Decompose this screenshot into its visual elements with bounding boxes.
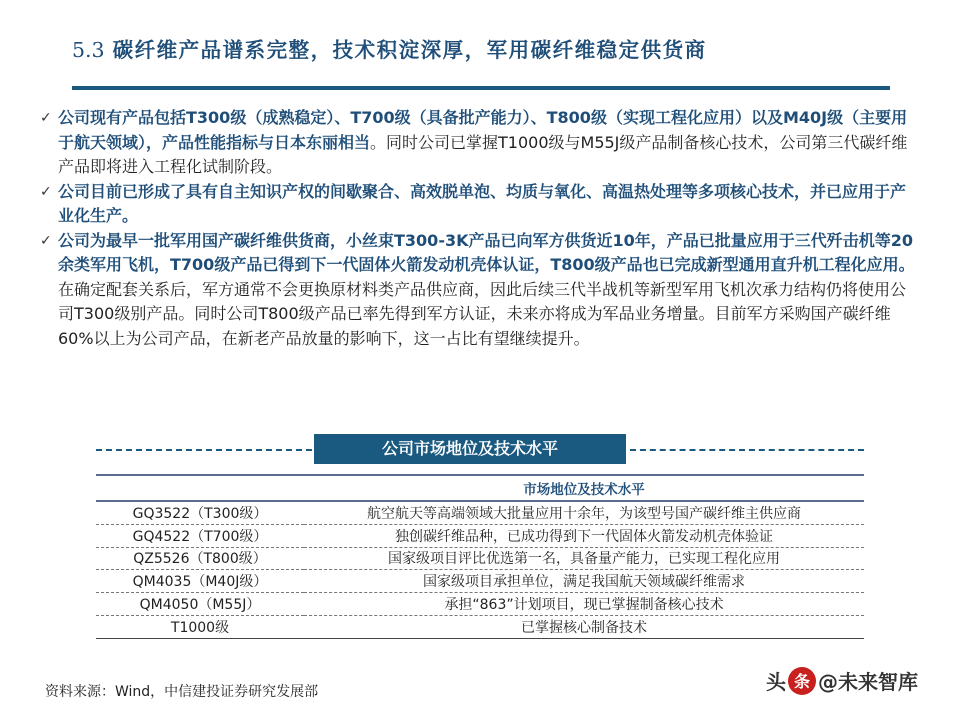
watermark-prefix: 头 (766, 670, 786, 694)
page-title (72, 34, 892, 66)
bullet-bold-text: 公司现有产品包括T300级（成熟稳定）、T700级（具备批产能力）、T800级（实现工程化应用）以及M40J级（主要用于航天领域），产品性能指标与日本东丽相当 (58, 108, 908, 152)
position-cell: 已掌握核心制备技术 (304, 615, 864, 638)
check-icon: ✓ (40, 232, 52, 249)
slide-header (72, 34, 892, 66)
position-cell: 航空航天等高端领域大批量应用十余年，为该型号国产碳纤维主供应商 (304, 501, 864, 524)
product-cell: QM4035（M40J级） (96, 570, 304, 593)
table-row (96, 615, 864, 638)
product-cell: GQ3522（T300级） (96, 501, 304, 524)
bullet-item (40, 180, 920, 229)
dashed-divider (96, 449, 312, 451)
position-cell: 承担“863”计划项目，现已掌握制备核心技术 (304, 593, 864, 616)
title-text: 碳纤维产品谱系完整，技术积淀深厚，军用碳纤维稳定供货商 (112, 38, 707, 62)
position-cell: 国家级项目承担单位，满足我国航天领域碳纤维需求 (304, 570, 864, 593)
check-icon: ✓ (40, 183, 52, 200)
table-row (96, 524, 864, 547)
watermark-text: @未来智库 (818, 670, 918, 694)
table-header-row (96, 475, 864, 501)
dashed-divider (630, 449, 864, 451)
bullet-bold-text: 公司为最早一批军用国产碳纤维供货商，小丝束T300-3K产品已向军方供货近10年，产品已批量应用于三代歼击机等20余类军用飞机，T700级产品已得到下一代固体火箭发动机壳体认证，T800级产品也已完成新型通用直升机工程化应用。 (58, 230, 915, 274)
position-cell: 独创碳纤维品种，已成功得到下一代固体火箭发动机壳体验证 (304, 524, 864, 547)
product-cell: QM4050（M55J） (96, 593, 304, 616)
table-row (96, 570, 864, 593)
market-position-table (96, 474, 864, 639)
table-row (96, 501, 864, 524)
bullet-item (40, 229, 920, 352)
seal-icon: 条 (788, 667, 816, 695)
table-title-row (96, 434, 866, 466)
watermark (766, 666, 918, 695)
product-cell: QZ5526（T800级） (96, 547, 304, 570)
bullet-item (40, 106, 920, 180)
title-underline (72, 86, 890, 90)
table-title: 公司市场地位及技术水平 (314, 434, 626, 464)
bullet-list (40, 106, 920, 351)
bullet-text: 。同时公司已掌握T1000级与M55J级产品制备核心技术，公司第三代碳纤维产品即将进入工程化试制阶段。 (58, 132, 908, 176)
section-number: 5.3 (72, 38, 105, 62)
source-note: 资料来源：Wind，中信建投证券研究发展部 (45, 684, 319, 700)
bullet-bold-text: 公司目前已形成了具有自主知识产权的间歇聚合、高效脱单泡、均质与氧化、高温热处理等多项核心技术，并已应用于产业化生产。 (58, 181, 907, 225)
product-cell: GQ4522（T700级） (96, 524, 304, 547)
table-row (96, 593, 864, 616)
bullet-text: 在确定配套关系后，军方通常不会更换原材料类产品供应商，因此后续三代半战机等新型军用飞机次承力结构仍将使用公司T300级别产品。同时公司T800级产品已率先得到军方认证，未来亦将成为军品业务增量。目前军方采购国产碳纤维60%以上为公司产品，在新老产品放量的影响下，这一占比有望继续提升。 (58, 279, 907, 348)
position-cell: 国家级项目评比优选第一名，具备量产能力，已实现工程化应用 (304, 547, 864, 570)
check-icon: ✓ (40, 110, 52, 126)
column-header-position: 市场地位及技术水平 (304, 475, 864, 501)
column-header-product (96, 475, 304, 501)
market-position-table-section (96, 434, 866, 636)
table-row (96, 547, 864, 570)
product-cell: T1000级 (96, 615, 304, 638)
